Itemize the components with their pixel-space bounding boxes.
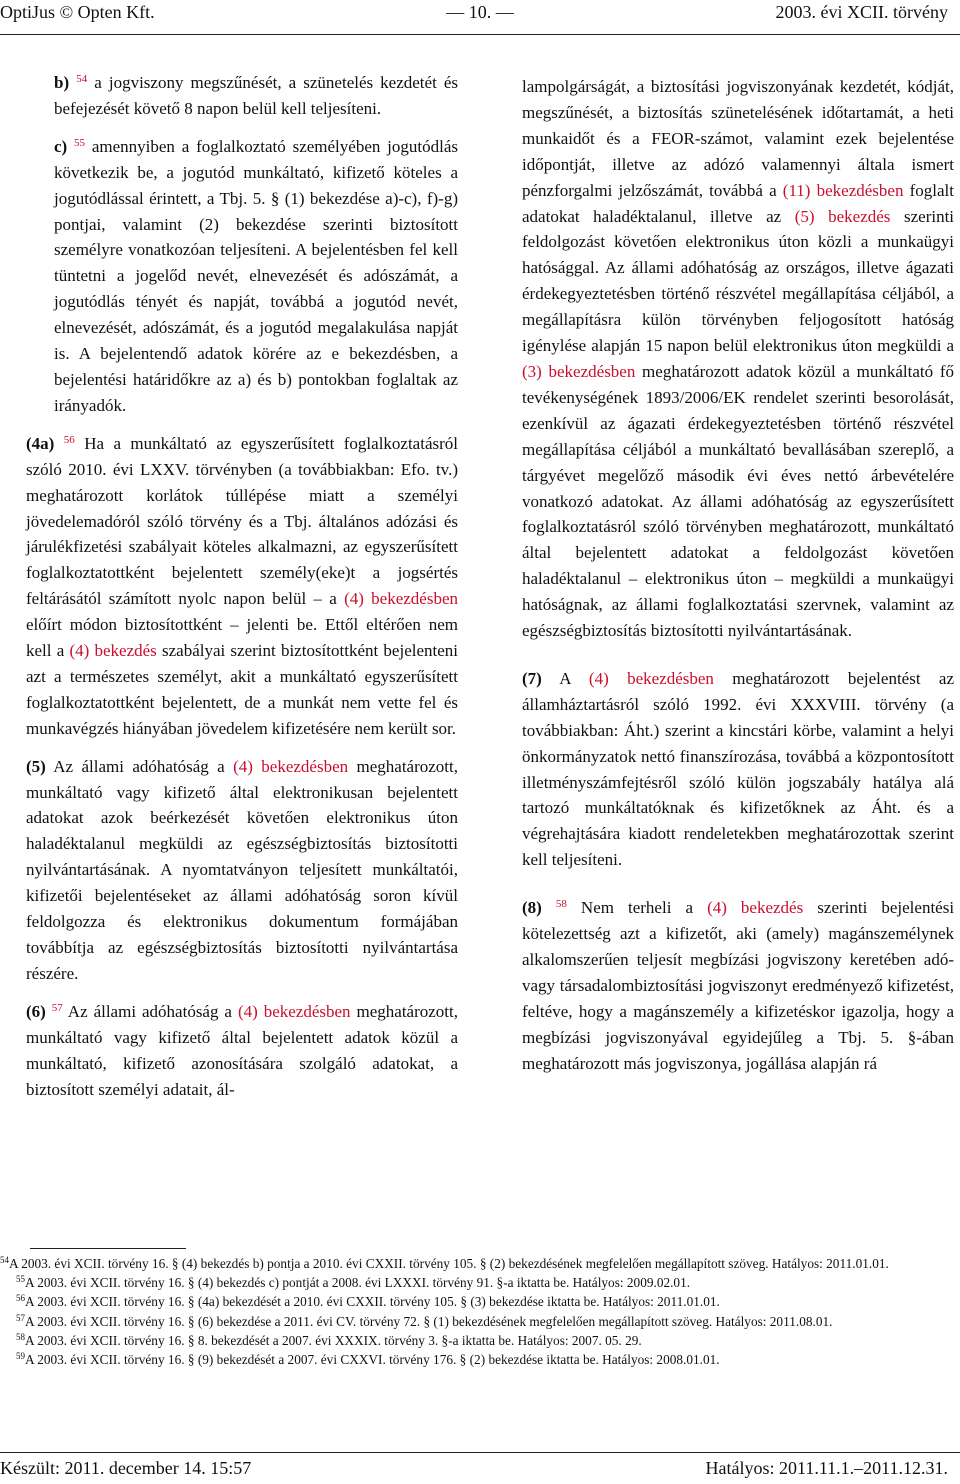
paragraph-4a-text: Ha a munkáltató az egyszerűsített foglalkoztatásról szóló 2010. évi LXXV. törvényben (a továbbiakban: Efo. tv.) meghatározott korlátok túllépése miatt a személyi jövedelemadóról szóló törvény és a Tbj. általános adózási és járulékfizetési szabályait köteles alkalmazni, az egyszerűsített foglalkoztatottként bejelentett személy(eke)t a jogsértés feltárásától számított nyolc napon belül – a	[26, 433, 459, 609]
footnote-text: A 2003. évi XCII. törvény 16. § (6) bekezdése a 2011. évi CV. törvény 72. § (1) bekezdésének megfelelően megállapított szöveg. Hatályos: 2011.08.01.	[25, 1313, 833, 1329]
paragraph-6-text: foglalt adatokat haladéktalanul, illetve az	[522, 180, 955, 226]
cross-ref-link[interactable]: (5) bekezdés	[794, 206, 891, 226]
footnote-rule	[30, 1248, 186, 1249]
cross-ref-link[interactable]: (3) bekezdésben	[522, 361, 636, 381]
cross-ref-link[interactable]: (4) bekezdésben	[237, 1001, 351, 1021]
paragraph-8-text: szerinti bejelentési kötelezettség azt a kifizetőt, aki (amely) magánszemélynek alkalomszerűen teljesít megbízási jogviszony keretében adó- vagy társadalombiztosítási jogviszonyt eredményező kifizetést, feltéve, hogy a magánszemély a kifizetéskor igazolja, hogy a megbízási jogviszonyával egyidejűleg a Tbj. 5. §-ában meghatározott más jogviszonya, jogállása alapján rá	[522, 898, 955, 1073]
paragraph-6-label: (6)	[26, 1001, 46, 1021]
paragraph-6-continued	[522, 74, 954, 644]
right-column	[522, 74, 954, 1089]
point-b-label: b)	[54, 73, 70, 92]
paragraph-4a-text: szabályai szerint biztosítottként bejelenteni azt a természetes személyt, akit a munkáltató egyszerűsített foglalkoztatottként bejelentett, de a munkát nem vette fel és munkavégzés hiányában jövedelem kifizetésére nem került sor.	[26, 641, 458, 738]
footnote-number: 56	[16, 1293, 25, 1304]
footnote-ref-58[interactable]: 58	[555, 898, 567, 911]
header-rule	[0, 34, 960, 35]
footer-created: Készült: 2011. december 14. 15:57	[0, 1458, 252, 1478]
footnote-number: 57	[16, 1312, 25, 1323]
paragraph-7-text: meghatározott bejelentést az államháztartásról szóló 1992. évi XXXVIII. törvény (a továbbiakban: Áht.) szerint a kincstári körbe, valamint a helyi önkormányzatok nettó finanszírozása, továbbá a központosított illetményszámfejtésről szóló külön jogszabály hatálya alá tartozó munkáltatóknak és kifizetőknek az Áht. és a végrehajtására kiadott rendeletekben meghatározottak szerint kell teljesíteni.	[522, 668, 954, 870]
paragraph-6-text: meghatározott, munkáltató vagy kifizető által bejelentett adatok közül a munkáltató, kifizető azonosítására szolgáló adatokat, a biztosított személyi adatait, ál-	[26, 1001, 459, 1099]
footnote	[0, 1254, 958, 1273]
footnote-number: 55	[16, 1274, 25, 1285]
footnote-text: A 2003. évi XCII. törvény 16. § 8. bekezdését a 2007. évi XXXIX. törvény 3. §-a iktatta be. Hatályos: 2007. 05. 29.	[25, 1332, 642, 1348]
footnote-number: 59	[16, 1351, 25, 1362]
paragraph-8-label: (8)	[522, 898, 542, 918]
left-column	[26, 70, 458, 1114]
paragraph-7	[522, 666, 954, 873]
footnote-ref-54[interactable]: 54	[76, 73, 88, 85]
paragraph-7-label: (7)	[522, 668, 542, 688]
point-c	[26, 134, 458, 419]
paragraph-6-text: lampolgárságát, a biztosítási jogviszonyának kezdetét, kódját, megszűnését, a biztosítás szünetelésének időtartamát, a heti munkaidőt és a FEOR-számot, valamint ezek bejelentése időpontját, illetve az adózó valamennyi általa ismert pénzforgalmi jelzőszámát, továbbá a	[522, 77, 954, 200]
footnote-text: A 2003. évi XCII. törvény 16. § (4) bekezdés c) pontját a 2008. évi LXXXI. törvény 91. §-a iktatta be. Hatályos: 2009.02.01.	[25, 1275, 691, 1291]
footnote-text: A 2003. évi XCII. törvény 16. § (4) bekezdés b) pontja a 2010. évi CXXII. törvény 105. § (2) bekezdésének megfelelően megállapított szöveg. Hatályos: 2011.01.01.	[9, 1256, 889, 1271]
header-page-number: — 10. —	[446, 2, 514, 22]
point-b	[26, 70, 458, 122]
paragraph-4a-text: előírt módon biztosítottként – jelenti be. Ettől eltérően nem kell a	[26, 615, 458, 661]
point-c-text: amennyiben a foglalkoztató személyében jogutódlás következik be, a jogutód munkáltató, kifizető köteles a jogutódlással érintett, a Tbj. 5. § (1) bekezdése a)-c), f)-g) pontjai, valamint (2) bekezdése szerinti biztosított személyre vonatkozóan teljesíteni. A bejelentésben fel kell tüntetni a jogelőd nevét, elnevezését és adószámát, a jogutódlás tényét és napját, továbbá a jogutód nevét, elnevezését, adószámát, és a jogutód megalakulása napját is. A bejelentendő adatok körére az e bekezdésben, a bejelentési határidőkre az a) és b) pontokban foglaltak az irányadók.	[54, 136, 459, 415]
paragraph-5-label: (5)	[26, 756, 46, 776]
point-b-text: a jogviszony megszűnését, a szünetelés kezdetét és befejezését követő 8 napon belül kell teljesíteni.	[54, 73, 459, 118]
footnote-ref-55[interactable]: 55	[74, 136, 86, 149]
paragraph-4a	[26, 431, 458, 742]
footnote	[0, 1273, 958, 1292]
footnote-number: 58	[16, 1331, 25, 1342]
paragraph-5-text: meghatározott, munkáltató vagy kifizető által elektronikusan bejelentett adatokat azok beérkezését követően elektronikus úton haladéktalanul megküldi az egészségbiztosítás biztosítotti nyilvántartásának. A nyomtatványon teljesített munkáltatói, kifizetői bejelentéseket az állami adóhatóság soron kívül feldolgozza és elektronikus dokumentum formájában továbbítja az egészségbiztosítás biztosítotti nyilvántartása részére.	[26, 756, 459, 983]
paragraph-5	[26, 754, 458, 987]
cross-ref-link[interactable]: (4) bekezdésben	[588, 668, 714, 688]
cross-ref-link[interactable]: (4) bekezdés	[707, 898, 804, 918]
header-law-title: 2003. évi XCII. törvény	[775, 2, 948, 22]
paragraph-4a-label: (4a)	[26, 433, 55, 453]
paragraph-6-text: Az állami adóhatóság a	[67, 1001, 232, 1021]
footnote	[0, 1350, 958, 1369]
footer-rule	[0, 1452, 960, 1453]
footnote-ref-56[interactable]: 56	[63, 433, 75, 446]
footnote	[0, 1292, 958, 1311]
footnotes	[0, 1254, 958, 1369]
footnote-number: 54	[0, 1255, 9, 1265]
paragraph-6-text: meghatározott adatok közül a munkáltató fő tevékenységének 1893/2006/EK rendelet szerinti besorolását, ezenkívül az ágazati érdekegyeztetésben történő részvétel megállapítása céljából a munkáltató bevallásában szereplő, a tárgyévet megelőző második évi éves nettó árbevételére vonatkozó adatokat. Az állami adóhatóság az egyszerűsített foglalkoztatásról szóló törvényben meghatározott, munkáltató által bejelentett adatokat a feldolgozást követően haladéktalanul – elektronikus úton – megküldi a munkaügyi hatóságnak, az állami foglalkoztatási szervnek, valamint az egészségbiztosítás biztosítotti nyilvántartásának.	[522, 361, 954, 641]
point-c-label: c)	[54, 136, 68, 156]
paragraph-5-text: Az állami adóhatóság a	[53, 756, 225, 776]
cross-ref-link[interactable]: (4) bekezdésben	[233, 756, 349, 776]
footnote	[0, 1331, 958, 1350]
paragraph-8	[522, 895, 954, 1076]
footnote-ref-57[interactable]: 57	[51, 1001, 63, 1014]
footnote	[0, 1312, 958, 1331]
paragraph-6	[26, 999, 458, 1103]
cross-ref-link[interactable]: (4) bekezdésben	[344, 589, 459, 609]
header-publisher: OptiJus © Opten Kft.	[0, 2, 155, 22]
paragraph-6-text: szerinti feldolgozást követően elektronikus úton közli a munkaügyi hatósággal. Az állami adóhatóság az országos, illetve ágazati érdekegyeztetésben történő részvétel megállapítása céljából, a megállapításra külön törvényben feljogosított hatóság igénylése alapján 15 napon belül elektronikus úton megküldi a	[522, 206, 955, 356]
cross-ref-link[interactable]: (4) bekezdés	[69, 641, 157, 661]
footnote-text: A 2003. évi XCII. törvény 16. § (9) bekezdését a 2007. évi CXXVI. törvény 176. § (2) bekezdése iktatta be. Hatályos: 2008.01.01.	[25, 1352, 720, 1368]
footnote-text: A 2003. évi XCII. törvény 16. § (4a) bekezdését a 2010. évi CXXII. törvény 105. § (3) bekezdése iktatta be. Hatályos: 2011.01.01.	[25, 1294, 720, 1310]
footer-effective: Hatályos: 2011.11.1.–2011.12.31.	[705, 1458, 948, 1478]
page-header	[0, 2, 960, 28]
paragraph-7-text: A	[559, 668, 571, 688]
cross-ref-link[interactable]: (11) bekezdésben	[782, 180, 904, 200]
paragraph-8-text: Nem terheli a	[580, 898, 694, 918]
